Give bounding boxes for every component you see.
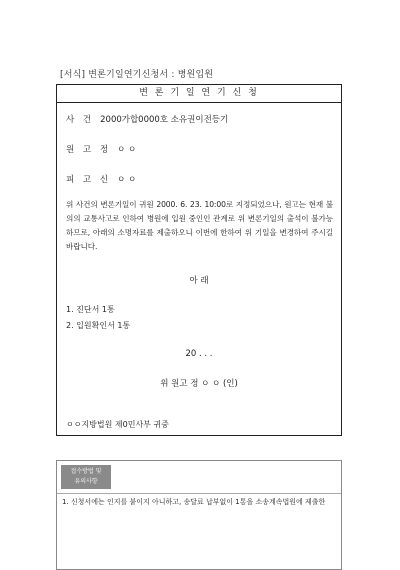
notes-divider [57, 493, 341, 494]
case-key: 사 건 [66, 115, 95, 125]
defendant-field [66, 173, 136, 185]
notes-header-line2: 유의사항 [74, 478, 98, 485]
date-line: 20 . . . [185, 349, 213, 359]
notes-header-line1: 접수방법 및 [70, 468, 102, 475]
application-form [56, 84, 342, 436]
case-field [66, 113, 228, 125]
plaintiff-value: ㅇ ㅇ [117, 145, 137, 155]
attachment-2: 2. 입원확인서 1통 [66, 321, 131, 330]
case-value: 2000가합0000호 소유권이전등기 [100, 115, 229, 125]
plaintiff-key: 원 고 정 [66, 145, 112, 155]
defendant-value: ㅇ ㅇ [117, 175, 137, 185]
form-title: 변 론 기 일 연 기 신 청 [57, 85, 341, 103]
below-heading: 아 래 [189, 276, 209, 286]
notes-text: 1. 신청서에는 인지를 붙이지 아니하고, 송달료 납부없이 1통을 소송계속법원에 제출한 [62, 498, 326, 506]
defendant-key: 피 고 신 [66, 175, 112, 185]
attachment-1: 1. 진단서 1통 [66, 305, 115, 314]
court-addressee: ㅇㅇ지방법원 제0민사부 귀중 [66, 420, 169, 429]
signature-line: 위 원고 정 ㅇ ㅇ (인) [160, 379, 238, 389]
notes-box [56, 460, 342, 570]
request-body: 위 사건의 변론기일이 귀원 2000. 6. 23. 10:00로 지정되었으나, 원고는 현재 불의의 교통사고로 인하여 병원에 입원 중인인 관계로 위 변론기일의 출석이 불가능하므로, 아래의 소명자료를 제출하오니 이번에 한하여 위 기일을 변경하여 주시길 바랍니다. [66, 200, 333, 251]
document-label: [서식] 변론기일연기신청서 : 병원입원 [60, 70, 214, 80]
plaintiff-field [66, 143, 136, 155]
notes-header [61, 465, 111, 489]
